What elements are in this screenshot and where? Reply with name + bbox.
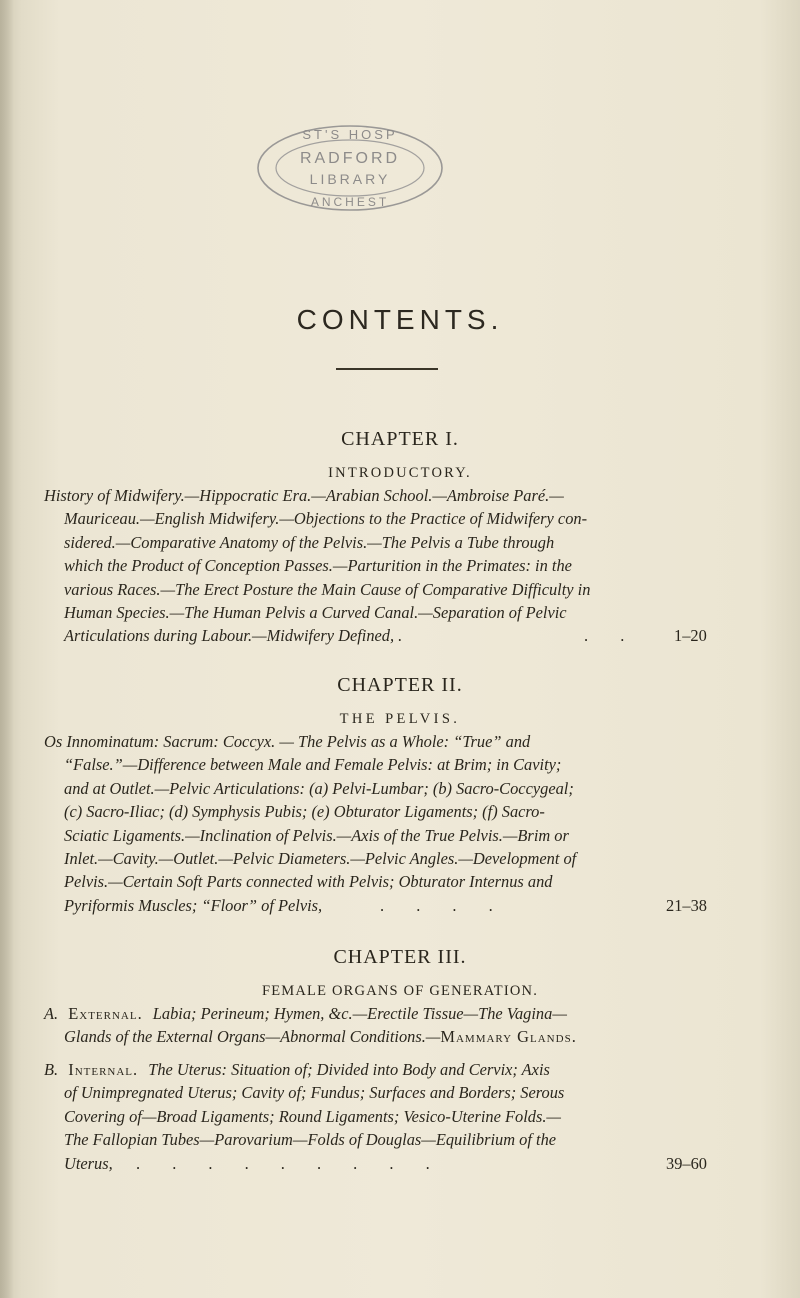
chapter-2-line-5: Sciatic Ligaments.—Inclination of Pelvis.—Axis of the True Pelvis.—Brim or (64, 825, 569, 845)
library-stamp (250, 122, 450, 214)
library-stamp-graphic (250, 122, 450, 214)
section-a-line-2-text: Glands of the External Organs—Abnormal Conditions.— (64, 1027, 441, 1047)
chapter-2-line-7: Pelvis.—Certain Soft Parts connected with Pelvis; Obturator Internus and (64, 872, 553, 892)
section-a-line-1-text: Labia; Perineum; Hymen, &c.—Erectile Tissue—The Vagina— (152, 1004, 567, 1023)
chapter-1-line-2: Mauriceau.—English Midwifery.—Objections to the Practice of Midwifery con- (64, 509, 588, 529)
chapter-2-subtitle: THE PELVIS. (339, 711, 461, 727)
chapter-2-line-6: Inlet.—Cavity.—Outlet.—Pelvic Diameters.—Pelvic Angles.—Development of (64, 849, 577, 869)
section-b-head: Internal. (68, 1060, 139, 1079)
chapter-2-line-4: (c) Sacro-Iliac; (d) Symphysis Pubis; (e) Obturator Ligaments; (f) Sacro- (64, 802, 545, 822)
chapter-1-title: CHAPTER I. (341, 428, 459, 450)
chapter-1-line-5: various Races.—The Erect Posture the Main Cause of Comparative Difficulty in (64, 579, 591, 599)
section-a-head: External. (68, 1004, 143, 1023)
chapter-1-line-1: History of Midwifery.—Hippocratic Era.—Arabian School.—Ambroise Paré.— (44, 486, 564, 505)
chapter-3-section-b-line-5 (44, 1152, 760, 1175)
section-b-line-1-text: The Uterus: Situation of; Divided into Body and Cervix; Axis (148, 1060, 550, 1079)
chapter-2-dots: . . . . (380, 895, 507, 915)
chapter-2-line-2: “False.”—Difference between Male and Female Pelvis: at Brim; in Cavity; (64, 755, 562, 775)
chapter-2-line-8-text: Pyriformis Muscles; “Floor” of Pelvis, (64, 895, 323, 915)
section-b-line-5-text: Uterus, (64, 1153, 113, 1173)
chapter-3-section-b-line-1 (44, 1058, 760, 1081)
chapter-2-entry (44, 730, 760, 917)
chapter-1-subtitle: INTRODUCTORY. (328, 465, 472, 481)
chapter-1-pages: 1–20 (674, 626, 707, 646)
chapter-3-section-b-line-4: The Fallopian Tubes—Parovarium—Folds of Douglas—Equilibrium of the (64, 1130, 557, 1150)
chapter-3-section-b-line-3: Covering of—Broad Ligaments; Round Ligaments; Vesico-Uterine Folds.— (64, 1106, 561, 1126)
chapter-1-entry (44, 484, 760, 648)
spine-shadow (0, 0, 14, 1298)
stamp-top-text: ST'S HOSP (302, 127, 398, 142)
chapter-1-header (0, 426, 800, 484)
chapter-1-line-7-text: Articulations during Labour.—Midwifery Defined, . (64, 626, 403, 646)
chapter-2-title: CHAPTER II. (337, 674, 463, 696)
chapter-1-dots: . . (584, 626, 639, 646)
section-a-label: A. (44, 1004, 59, 1023)
chapter-2-line-8 (44, 894, 760, 917)
chapter-3-section-a-line-2 (44, 1025, 760, 1048)
chapter-3-title: CHAPTER III. (333, 946, 467, 968)
chapter-1-line-4: which the Product of Conception Passes.—Parturition in the Primates: in the (64, 556, 572, 576)
chapter-1-line-7 (44, 624, 760, 647)
stamp-bottom-text: ANCHEST (310, 195, 390, 209)
chapter-2-line-1: Os Innominatum: Sacrum: Coccyx. — The Pelvis as a Whole: “True” and (44, 732, 531, 751)
chapter-2-header (0, 672, 800, 730)
chapter-3-section-a-line-1 (44, 1002, 760, 1025)
chapter-3-section-b (44, 1058, 760, 1175)
chapter-3-section-b-line-2: of Unimpregnated Uterus; Cavity of; Fundus; Surfaces and Borders; Serous (64, 1083, 565, 1103)
section-b-label: B. (44, 1060, 59, 1079)
chapter-3-dots: . . . . . . . . . (136, 1153, 444, 1173)
chapter-2-pages: 21–38 (666, 895, 707, 915)
chapter-1-line-6: Human Species.—The Human Pelvis a Curved Canal.—Separation of Pelvic (64, 603, 567, 623)
chapter-3-pages: 39–60 (666, 1153, 707, 1173)
stamp-middle-text: RADFORD (299, 150, 401, 167)
heading-rule (336, 368, 438, 370)
section-a-tail: Mammary Glands. (440, 1027, 577, 1047)
chapter-3-subtitle: FEMALE ORGANS OF GENERATION. (261, 983, 539, 999)
chapter-1-line-3: sidered.—Comparative Anatomy of the Pelvis.—The Pelvis a Tube through (64, 532, 555, 552)
chapter-3-header (0, 944, 800, 1002)
stamp-lower-text: LIBRARY (309, 171, 391, 187)
chapter-3-section-a (44, 1002, 760, 1049)
contents-heading: CONTENTS. (296, 304, 504, 335)
chapter-2-line-3: and at Outlet.—Pelvic Articulations: (a) Pelvi-Lumbar; (b) Sacro-Coccygeal; (64, 778, 574, 798)
